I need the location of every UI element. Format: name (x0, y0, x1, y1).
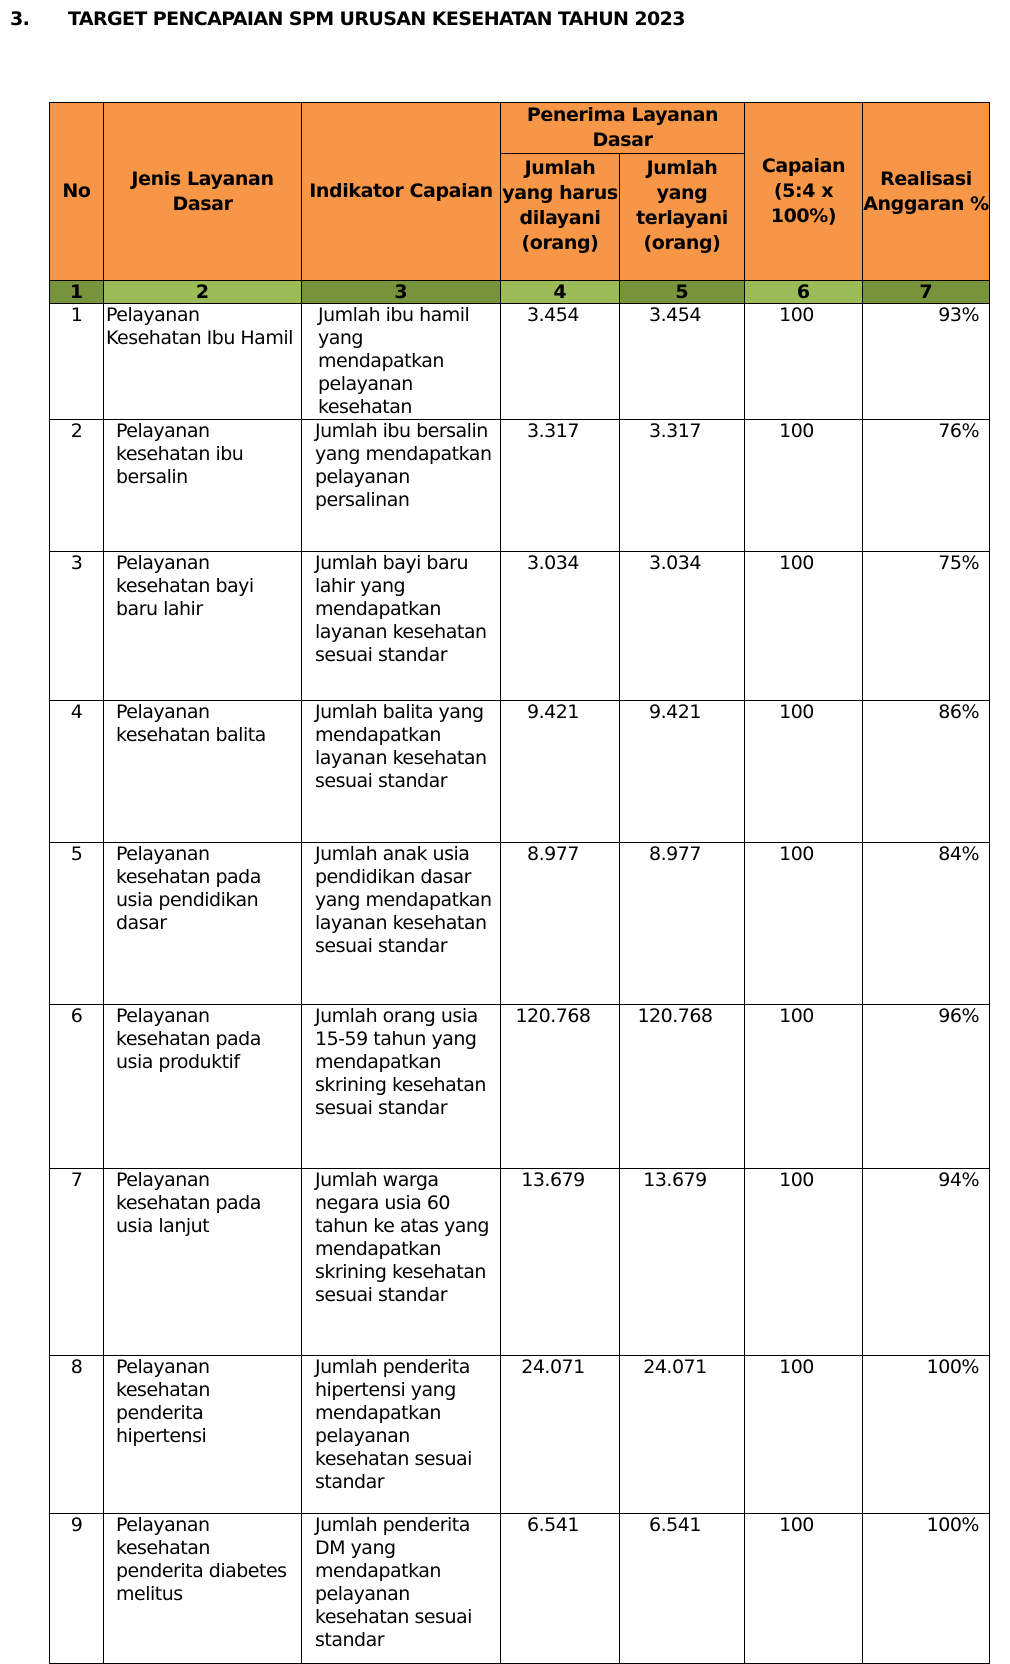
capaian-cell: 100 (745, 1005, 863, 1169)
header-jumlah-harus: Jumlah yang harus dilayani (orang) (501, 154, 620, 281)
indikator-cell: Jumlah balita yang mendapatkan layanan kesehatan sesuai standar (302, 701, 501, 843)
realisasi-cell: 93% (863, 304, 990, 420)
capaian-cell: 100 (745, 843, 863, 1005)
realisasi-cell: 75% (863, 552, 990, 701)
indikator-cell: Jumlah warga negara usia 60 tahun ke atas yang mendapatkan skrining kesehatan sesuai standar (302, 1169, 501, 1356)
section-number: 3. (10, 8, 30, 30)
row-number: 5 (50, 843, 104, 1005)
header-capaian: Capaian (5:4 x 100%) (745, 103, 863, 281)
capaian-cell: 100 (745, 552, 863, 701)
column-number: 2 (104, 281, 302, 304)
capaian-cell: 100 (745, 1514, 863, 1664)
header-penerima-layanan: Penerima Layanan Dasar (501, 103, 745, 154)
column-number: 7 (863, 281, 990, 304)
table-row (50, 1169, 990, 1356)
table-row (50, 552, 990, 701)
header-indikator: Indikator Capaian (302, 103, 501, 281)
jenis-layanan-cell: Pelayanan kesehatan pada usia lanjut (104, 1169, 302, 1356)
column-number: 4 (501, 281, 620, 304)
jumlah-terlayani-cell: 13.679 (620, 1169, 745, 1356)
header-realisasi: Realisasi Anggaran % (863, 103, 990, 281)
realisasi-cell: 86% (863, 701, 990, 843)
realisasi-cell: 76% (863, 420, 990, 552)
jumlah-terlayani-cell: 9.421 (620, 701, 745, 843)
jenis-layanan-cell: Pelayanan kesehatan bayi baru lahir (104, 552, 302, 701)
table-row (50, 843, 990, 1005)
indikator-cell: Jumlah anak usia pendidikan dasar yang mendapatkan layanan kesehatan sesuai standar (302, 843, 501, 1005)
header-jenis-layanan: Jenis Layanan Dasar (104, 103, 302, 281)
jumlah-harus-cell: 8.977 (501, 843, 620, 1005)
jumlah-terlayani-cell: 3.034 (620, 552, 745, 701)
header-row-top (50, 103, 990, 154)
realisasi-cell: 96% (863, 1005, 990, 1169)
jumlah-terlayani-cell: 24.071 (620, 1356, 745, 1514)
jumlah-harus-cell: 13.679 (501, 1169, 620, 1356)
indikator-cell: Jumlah penderita hipertensi yang mendapatkan pelayanan kesehatan sesuai standar (302, 1356, 501, 1514)
header-jumlah-terlayani: Jumlah yang terlayani (orang) (620, 154, 745, 281)
spm-target-table (49, 102, 990, 1664)
jumlah-harus-cell: 3.317 (501, 420, 620, 552)
table-row (50, 304, 990, 420)
jumlah-harus-cell: 3.034 (501, 552, 620, 701)
jumlah-terlayani-cell: 3.317 (620, 420, 745, 552)
jumlah-harus-cell: 3.454 (501, 304, 620, 420)
realisasi-cell: 84% (863, 843, 990, 1005)
realisasi-cell: 94% (863, 1169, 990, 1356)
header-no: No (50, 103, 104, 281)
row-number: 6 (50, 1005, 104, 1169)
page-title (10, 8, 685, 30)
jumlah-terlayani-cell: 120.768 (620, 1005, 745, 1169)
capaian-cell: 100 (745, 1169, 863, 1356)
jenis-layanan-cell: Pelayanan kesehatan pada usia produktif (104, 1005, 302, 1169)
jumlah-terlayani-cell: 8.977 (620, 843, 745, 1005)
table-row (50, 1514, 990, 1664)
table-row (50, 1005, 990, 1169)
row-number: 8 (50, 1356, 104, 1514)
section-title: TARGET PENCAPAIAN SPM URUSAN KESEHATAN TAHUN 2023 (68, 8, 685, 30)
column-number: 5 (620, 281, 745, 304)
column-number-row (50, 281, 990, 304)
capaian-cell: 100 (745, 420, 863, 552)
jumlah-harus-cell: 6.541 (501, 1514, 620, 1664)
jenis-layanan-cell: Pelayanan Kesehatan Ibu Hamil (104, 304, 302, 420)
capaian-cell: 100 (745, 701, 863, 843)
row-number: 9 (50, 1514, 104, 1664)
realisasi-cell: 100% (863, 1356, 990, 1514)
indikator-cell: Jumlah bayi baru lahir yang mendapatkan layanan kesehatan sesuai standar (302, 552, 501, 701)
jumlah-harus-cell: 24.071 (501, 1356, 620, 1514)
jenis-layanan-cell: Pelayanan kesehatan balita (104, 701, 302, 843)
jenis-layanan-cell: Pelayanan kesehatan ibu bersalin (104, 420, 302, 552)
jenis-layanan-cell: Pelayanan kesehatan pada usia pendidikan dasar (104, 843, 302, 1005)
indikator-cell: Jumlah ibu hamil yang mendapatkan pelayanan kesehatan (302, 304, 501, 420)
capaian-cell: 100 (745, 1356, 863, 1514)
indikator-cell: Jumlah penderita DM yang mendapatkan pelayanan kesehatan sesuai standar (302, 1514, 501, 1664)
jumlah-terlayani-cell: 3.454 (620, 304, 745, 420)
indikator-cell: Jumlah orang usia 15-59 tahun yang mendapatkan skrining kesehatan sesuai standar (302, 1005, 501, 1169)
jumlah-harus-cell: 120.768 (501, 1005, 620, 1169)
row-number: 4 (50, 701, 104, 843)
row-number: 3 (50, 552, 104, 701)
column-number: 6 (745, 281, 863, 304)
jumlah-harus-cell: 9.421 (501, 701, 620, 843)
realisasi-cell: 100% (863, 1514, 990, 1664)
table-row (50, 420, 990, 552)
jenis-layanan-cell: Pelayanan kesehatan penderita diabetes melitus (104, 1514, 302, 1664)
row-number: 1 (50, 304, 104, 420)
table-row (50, 1356, 990, 1514)
indikator-cell: Jumlah ibu bersalin yang mendapatkan pelayanan persalinan (302, 420, 501, 552)
capaian-cell: 100 (745, 304, 863, 420)
row-number: 7 (50, 1169, 104, 1356)
column-number: 1 (50, 281, 104, 304)
jumlah-terlayani-cell: 6.541 (620, 1514, 745, 1664)
table-row (50, 701, 990, 843)
jenis-layanan-cell: Pelayanan kesehatan penderita hipertensi (104, 1356, 302, 1514)
row-number: 2 (50, 420, 104, 552)
column-number: 3 (302, 281, 501, 304)
